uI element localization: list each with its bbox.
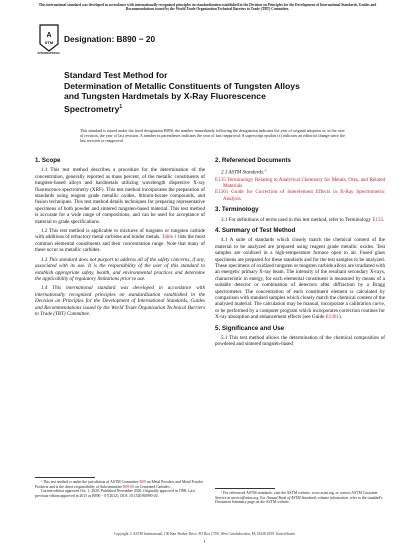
footnote-1: ¹ This test method is under the jurisdiction of ASTM Committee B09 on Metal Powders and Metal Powder Products and is the direct responsibility of Subcommittee B09.06 on Cemented Carbides. Current edition approved Oct. 1, 2020. Published November 2020. Originally approved in 1998. Last previous edition approved in 2015 as B890 − 07(2012). DOI: 10.1520/B0890-20. <box>35 480 204 499</box>
title-line-1: Standard Test Method for <box>64 70 168 80</box>
scope-1-2: 1.2 This test method is applicable to mixtures of tungsten or tungsten carbide with additions of refractory metal carbides and binder metals. Table 1 lists the most common elemental constituents and their concentration range. Note that many of these occur as metallic carbides. <box>35 228 205 254</box>
right-column <box>215 158 385 348</box>
issuance-note: This standard is issued under the fixed designation B890; the number immediately following the designation indicates the year of original adoption or, in the case of revision, the year of last revision. A number in parentheses indicates the year of last reapproval. A superscript epsilon (ε) indicates an editorial change since the last revision or reapproval. <box>80 128 345 144</box>
footnote-rule-left <box>35 477 95 478</box>
significance-heading: 5. Significance and Use <box>215 324 285 332</box>
left-column <box>35 158 205 317</box>
e1361-link-2[interactable]: E1361 <box>325 314 339 321</box>
title-footnote-mark: 1 <box>119 103 123 110</box>
b09-link[interactable]: B09 <box>139 480 146 484</box>
e135-link[interactable]: E135 <box>215 176 226 183</box>
astm-logo <box>38 24 60 56</box>
title-line-3: and Tungsten Hardmetals by X-Ray Fluorescence <box>64 91 266 102</box>
significance-5-1: 5.1 This test method allows the determination of the chemical composition of powdered and sintered tungsten-based <box>215 335 385 348</box>
document-title <box>64 70 354 114</box>
page-number: 1 <box>203 539 206 544</box>
scope-heading: 1. Scope <box>35 157 61 164</box>
term-3-1: 3.1 For definitions of terms used in this test method, refer to Terminology E135. <box>221 216 385 223</box>
top-notice: This international standard was developed in accordance with internationally recognized principles on standardization established in the Decision on Principles for the Development of International Standards, Guides and Recommendations issued by the World Trade Organization Technical Barriers to Trade (TBT) Committee. <box>38 3 377 12</box>
scope-1-3: 1.3 This standard does not purport to address all of the safety concerns, if any, associated with its use. It is the responsibility of the user of this standard to establish appropriate safety, health, and environmental practices and determine the applicability of regulatory limitations prior to use. <box>35 256 205 282</box>
title-line-2: Determination of Metallic Constituents of Tungsten Alloys <box>64 80 300 91</box>
footnote-rule-right <box>215 488 275 489</box>
table-1-link[interactable]: Table 1 <box>161 234 177 241</box>
footnote-2: ² For referenced ASTM standards, visit the ASTM website, www.astm.org, or contact ASTM Customer Service at service@astm.org. For Annual Book of ASTM Standards volume information, refer to the standard's Document Summary page on the ASTM website. <box>215 491 383 505</box>
scope-1-1: 1.1 This test method describes a procedure for the determination of the concentration, generally reported as mass percent, of the metallic constituents of tungsten-based alloys and hardmetals utilizing wavelength dispersive X-ray fluorescence spectrometry (XRF). This test method incorporates the preparation of standards using reagent grade metallic oxides, lithium-borate compounds, and fusion techniques. This test method details techniques for preparing representative specimens of both powder and sintered tungsten-based material. This test method is accurate for a wide range of compositions, and can be used for acceptance of material to grade specifications. <box>35 167 205 225</box>
designation: Designation: B890 − 20 <box>64 34 156 44</box>
svg-text:STM: STM <box>44 40 54 45</box>
ref-e135: E135 Terminology Relating to Analytical Chemistry for Metals, Ores, and Related Materials <box>215 176 385 189</box>
ref-2-1: 2.1 ASTM Standards:$^2$ <box>221 168 267 177</box>
svg-text:A: A <box>46 32 52 39</box>
logo-text: INTERNATIONAL <box>37 51 61 55</box>
copyright-line: Copyright © ASTM International, 100 Barr Harbor Drive, PO Box C700, West Conshohocken, PA 19428-2959. United States <box>113 532 296 536</box>
summary-4-1: 4.1 A suite of standards which closely match the chemical content of the material to be analyzed are prepared using reagent grade metallic oxides. Test samples are oxidized in a high-temperature furnace open to air. Fused glass specimens are prepared for these standards and for the test samples to be analyzed. These specimens of oxidized tungsten or tungsten carbide alloys are irradiated with an energetic primary X-ray beam. The intensity of the resultant secondary X-rays, characteristic in energy, for each elemental constituent is measured by means of a suitable detector or combination of detectors after diffraction by a Bragg spectrometer. The concentration of each constituent element is calculated by comparison with standard samples which closely match the chemical content of the analyzed material. The calculation may be manual, incorporate a calibration curve, or be performed by a computer program which incorporates correction routines for X-ray absorption and enhancement effects (see Guide E1361). <box>215 237 385 321</box>
referenced-heading: 2. Referenced Documents <box>215 157 291 164</box>
e1361-link[interactable]: E1361 <box>215 189 229 196</box>
b09-06-link[interactable]: B09.06 <box>122 484 135 489</box>
e135-link-2[interactable]: E135 <box>372 216 384 223</box>
ref-e1361: E1361 Guide for Correction of Interelement Effects in X-Ray Spectrometric Analysis <box>215 189 385 202</box>
title-line-4: Spectrometry$^1$ <box>64 103 123 114</box>
terminology-heading: 3. Terminology <box>215 206 259 214</box>
summary-heading: 4. Summary of Test Method <box>215 226 296 234</box>
scope-1-4: 1.4 This international standard was developed in accordance with internationally recognized principles on standardization established in the Decision on Principles for the Development of International Standards, Guides and Recommendations issued by the World Trade Organization Technical Barriers to Trade (TBT) Committee. <box>35 285 205 317</box>
